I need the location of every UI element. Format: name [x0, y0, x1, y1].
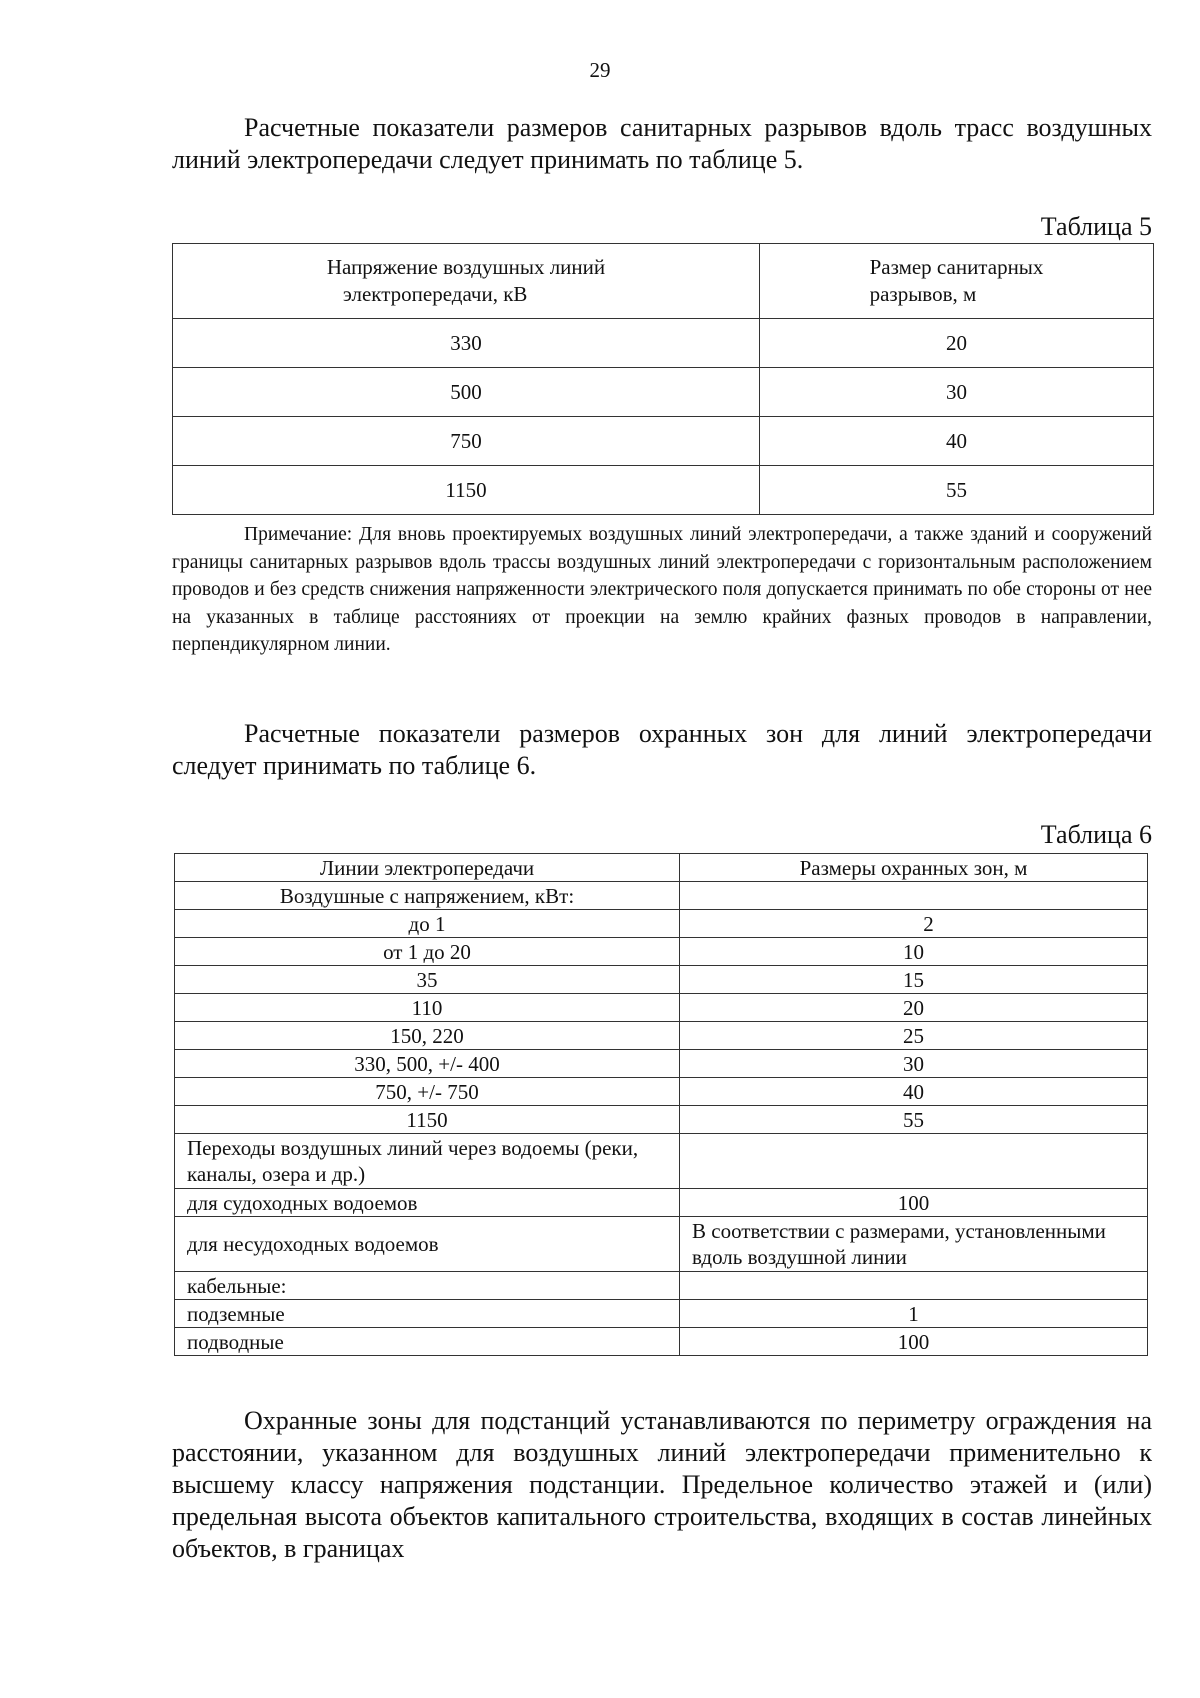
paragraph-2: Расчетные показатели размеров охранных зон для линий электропередачи следует принимать по таблице 6.: [172, 719, 1152, 780]
table6-cell-zone: 25: [680, 1022, 1148, 1050]
table6-cell-zone: 20: [680, 994, 1148, 1022]
table-row: [175, 1328, 1148, 1356]
table5-header-row: [173, 244, 1154, 319]
table-row: [175, 1050, 1148, 1078]
table6-navigable-zone: 100: [680, 1189, 1148, 1217]
table5-cell-distance: 40: [760, 417, 1154, 466]
table5-caption: Таблица 5: [1040, 212, 1152, 241]
table6-cable-underground-label: подземные: [175, 1300, 680, 1328]
table6-empty-cell: [680, 882, 1148, 910]
table5-cell-distance: 55: [760, 466, 1154, 515]
table5-cell-distance: 30: [760, 368, 1154, 417]
table-row: [175, 966, 1148, 994]
table6-water-crossing-label: Переходы воздушных линий через водоемы (реки, каналы, озера и др.): [175, 1134, 680, 1189]
table-row: [175, 1134, 1148, 1189]
table5-cell-voltage: 750: [173, 417, 760, 466]
table6-empty-cell: [680, 1272, 1148, 1300]
table5-cell-distance: 20: [760, 319, 1154, 368]
table6-non-navigable-zone: В соответствии с размерами, установленными вдоль воздушной линии: [680, 1217, 1148, 1272]
table5-header-voltage-line2: электропередачи, кВ: [342, 282, 528, 306]
table6-header-lines: Линии электропередачи: [175, 854, 680, 882]
table-row: [175, 910, 1148, 938]
table-6: [174, 853, 1148, 1356]
table-row: [175, 1189, 1148, 1217]
table-row: [175, 1272, 1148, 1300]
table6-non-navigable-label: для несудоходных водоемов: [175, 1217, 680, 1272]
table6-header-row: [175, 854, 1148, 882]
table5-header-voltage-line1: Напряжение воздушных линий: [326, 255, 606, 279]
table6-cell-voltage: 330, 500, +/- 400: [175, 1050, 680, 1078]
paragraph-1: Расчетные показатели размеров санитарных разрывов вдоль трасс воздушных линий электропередачи следует принимать по таблице 5.: [172, 113, 1152, 174]
table6-cell-voltage: 35: [175, 966, 680, 994]
table6-cell-voltage: до 1: [175, 910, 680, 938]
table-row: [175, 1300, 1148, 1328]
paragraph-3: Охранные зоны для подстанций устанавливаются по периметру ограждения на расстоянии, указанном для воздушных линий электропередачи применительно к высшему классу напряжения подстанции. Предельное количество этажей и (или) предельная высота объектов капитального строительства, входящих в состав линейных объектов, в границах: [172, 1406, 1152, 1563]
table6-navigable-label: для судоходных водоемов: [175, 1189, 680, 1217]
table-row: [173, 466, 1154, 515]
table6-caption: Таблица 6: [1040, 820, 1152, 849]
table6-cell-voltage: от 1 до 20: [175, 938, 680, 966]
table5-note: Примечание: Для вновь проектируемых воздушных линий электропередачи, а также зданий и сооружений границы санитарных разрывов вдоль трассы воздушных линий электропередачи с горизонтальным расположением проводов и без средств снижения напряженности электрического поля допускается принимать по обе стороны от нее на указанных в таблице расстояниях от проекции на землю крайних фазных проводов в направлении, перпендикулярном линии.: [172, 524, 1152, 655]
table-row: [175, 1106, 1148, 1134]
page-number: 29: [589, 58, 611, 82]
table6-cable-underwater-label: подводные: [175, 1328, 680, 1356]
table6-cell-voltage: 110: [175, 994, 680, 1022]
table6-cell-zone: 15: [680, 966, 1148, 994]
table5-header-voltage: [173, 244, 760, 319]
table-row: [175, 994, 1148, 1022]
table-row: [175, 882, 1148, 910]
table5-header-distance: [760, 244, 1154, 319]
table6-cell-zone: 55: [680, 1106, 1148, 1134]
table6-cell-zone: 10: [680, 938, 1148, 966]
table-row: [173, 368, 1154, 417]
table5-header-distance-line2: разрывов, м: [869, 282, 977, 306]
table6-header-zones: Размеры охранных зон, м: [680, 854, 1148, 882]
table6-cell-zone-value: 2: [923, 911, 934, 936]
table6-cell-voltage: 150, 220: [175, 1022, 680, 1050]
table6-cell-zone: 30: [680, 1050, 1148, 1078]
table-row: [175, 938, 1148, 966]
table6-cell-voltage: 750, +/- 750: [175, 1078, 680, 1106]
table5-cell-voltage: 1150: [173, 466, 760, 515]
table6-cable-underwater-zone: 100: [680, 1328, 1148, 1356]
table-row: [173, 319, 1154, 368]
table6-cell-voltage: 1150: [175, 1106, 680, 1134]
table5-header-distance-line1: Размер санитарных: [869, 255, 1044, 279]
table6-cable-underground-zone: 1: [680, 1300, 1148, 1328]
table5-cell-voltage: 500: [173, 368, 760, 417]
table-row: [175, 1078, 1148, 1106]
table6-cable-label: кабельные:: [175, 1272, 680, 1300]
table6-cell-zone: [680, 910, 1148, 938]
table-5: [172, 243, 1154, 515]
table-row: [173, 417, 1154, 466]
table6-overhead-label: Воздушные с напряжением, кВт:: [175, 882, 680, 910]
table6-cell-zone: 40: [680, 1078, 1148, 1106]
table-row: [175, 1217, 1148, 1272]
table-row: [175, 1022, 1148, 1050]
table5-cell-voltage: 330: [173, 319, 760, 368]
table6-empty-cell: [680, 1134, 1148, 1189]
